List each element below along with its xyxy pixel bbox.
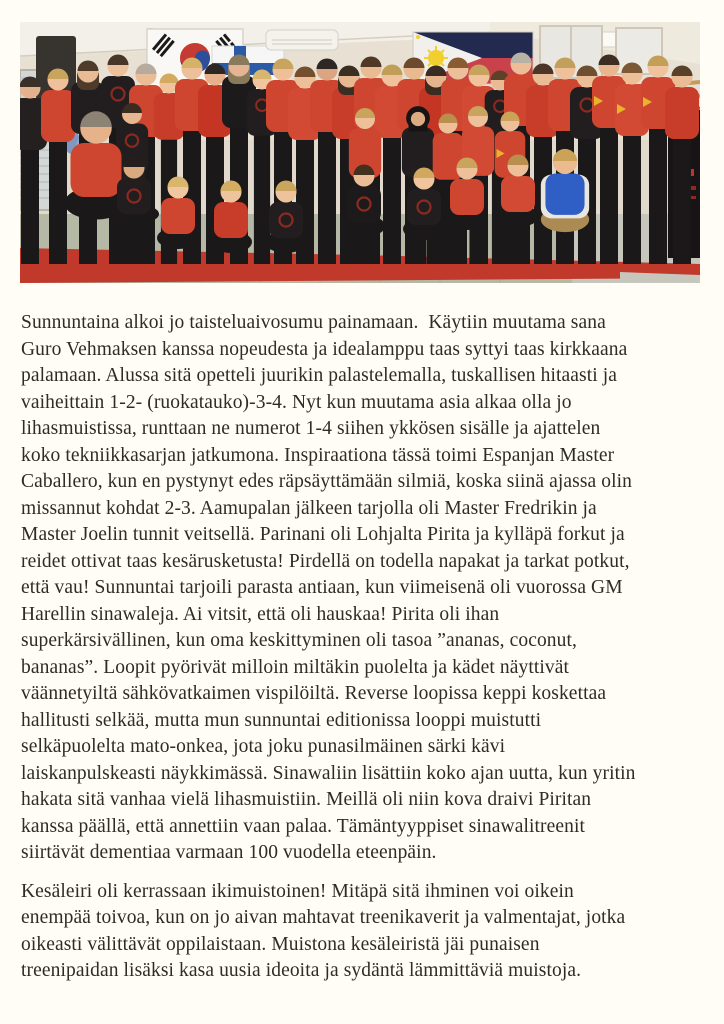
camp-group-photo bbox=[20, 22, 700, 283]
air-conditioner bbox=[266, 30, 338, 50]
text-line: Harellin sinawaleja. Ai vitsit, että oli hauskaa! Pirita oli ihan bbox=[21, 603, 500, 625]
text-line: selkäpuolelta mato-onkea, jota joku punasilmäinen särki kävi bbox=[21, 736, 506, 757]
text-line: Guro Vehmaksen kanssa nopeudesta ja idealamppu taas syttyi taas kirkkaana bbox=[21, 338, 628, 360]
text-line: Caballero, kun en pystynyt edes räpsäyttämään silmiä, koska siinä ajassa olin bbox=[21, 471, 632, 492]
paragraph bbox=[21, 879, 711, 985]
text-line: Sunnuntaina alkoi jo taisteluaivosumu painamaan. Käytiin muutama sana bbox=[21, 312, 606, 333]
text-line: laiskanpulskeasti näykkimässä. Sinawaliin lisättiin koko ajan uutta, kun yritin bbox=[21, 762, 636, 784]
camp-group-photo-illustration bbox=[20, 22, 700, 283]
text-line: siirtävät dementiaa varmaan 100 vuodella eteenpäin. bbox=[21, 842, 437, 863]
text-line: että vau! Sunnuntai tarjoili parasta antiaan, kun viimeisenä oli vuorossa GM bbox=[21, 577, 623, 598]
text-line: treenipaidan lisäksi kasa uusia ideoita ja sydäntä lämmittäviä muistoja. bbox=[21, 960, 582, 981]
paragraph bbox=[21, 310, 711, 867]
article-paragraphs bbox=[21, 310, 711, 985]
text-line: Master Joelin tunnit veitsellä. Parinani oli Lohjalta Pirita ja kylläpä forkut ja bbox=[21, 524, 625, 545]
text-line: enempää toivoa, kun on jo aivan mahtavat treenikaverit ja valmentajat, jotka bbox=[21, 907, 626, 928]
text-line: koko tekniikkasarjan jatkumona. Inspiraationa tässä toimi Espanjan Master bbox=[21, 444, 615, 466]
text-line: hakata sitä vanhaa vielä lihasmuistiin. Meillä oli niin kova draivi Piritan bbox=[21, 789, 592, 810]
text-line: Kesäleiri oli kerrassaan ikimuistoinen! Mitäpä sitä ihminen voi oikein bbox=[21, 880, 574, 902]
article-body bbox=[21, 310, 711, 997]
text-line: kanssa päällä, että annettiin vaan palaa. Tämäntyyppiset sinawalitreenit bbox=[21, 815, 586, 837]
text-line: vaiheittain 1-2- (ruokatauko)-3-4. Nyt kun muutama asia alkaa olla jo bbox=[21, 391, 572, 413]
text-line: palamaan. Alussa sitä opetteli juurikin palastelemalla, tuskallisen hitaasti ja bbox=[21, 365, 617, 386]
text-line: missannut kohdat 2-3. Aamupalan jälkeen tarjolla oli Master Fredrikin ja bbox=[21, 497, 597, 519]
text-line: lihasmuistissa, runttaan ne numerot 1-4 siihen ykkösen sisälle ja ajattelen bbox=[21, 418, 601, 439]
text-line: reidet ottivat taas kesärusketusta! Pirdellä on todella napakat ja tarkat potkut, bbox=[21, 550, 630, 572]
text-line: oikeasti välittävät oppilaistaan. Muistona kesäleiristä jäi punaisen bbox=[21, 933, 540, 955]
text-line: hallitusti selkää, mutta mun sunnuntai editionissa looppi muistutti bbox=[21, 709, 542, 731]
text-line: väännetyiltä sähkövatkaimen vispilöiltä. Reverse loopissa keppi koskettaa bbox=[21, 683, 607, 704]
text-line: bananas”. Loopit pyörivät milloin miltäkin puolelta ja kädet näyttivät bbox=[21, 656, 569, 678]
text-line: superkärsivällinen, kun oma keskittyminen oli tasoa ”ananas, coconut, bbox=[21, 630, 578, 651]
